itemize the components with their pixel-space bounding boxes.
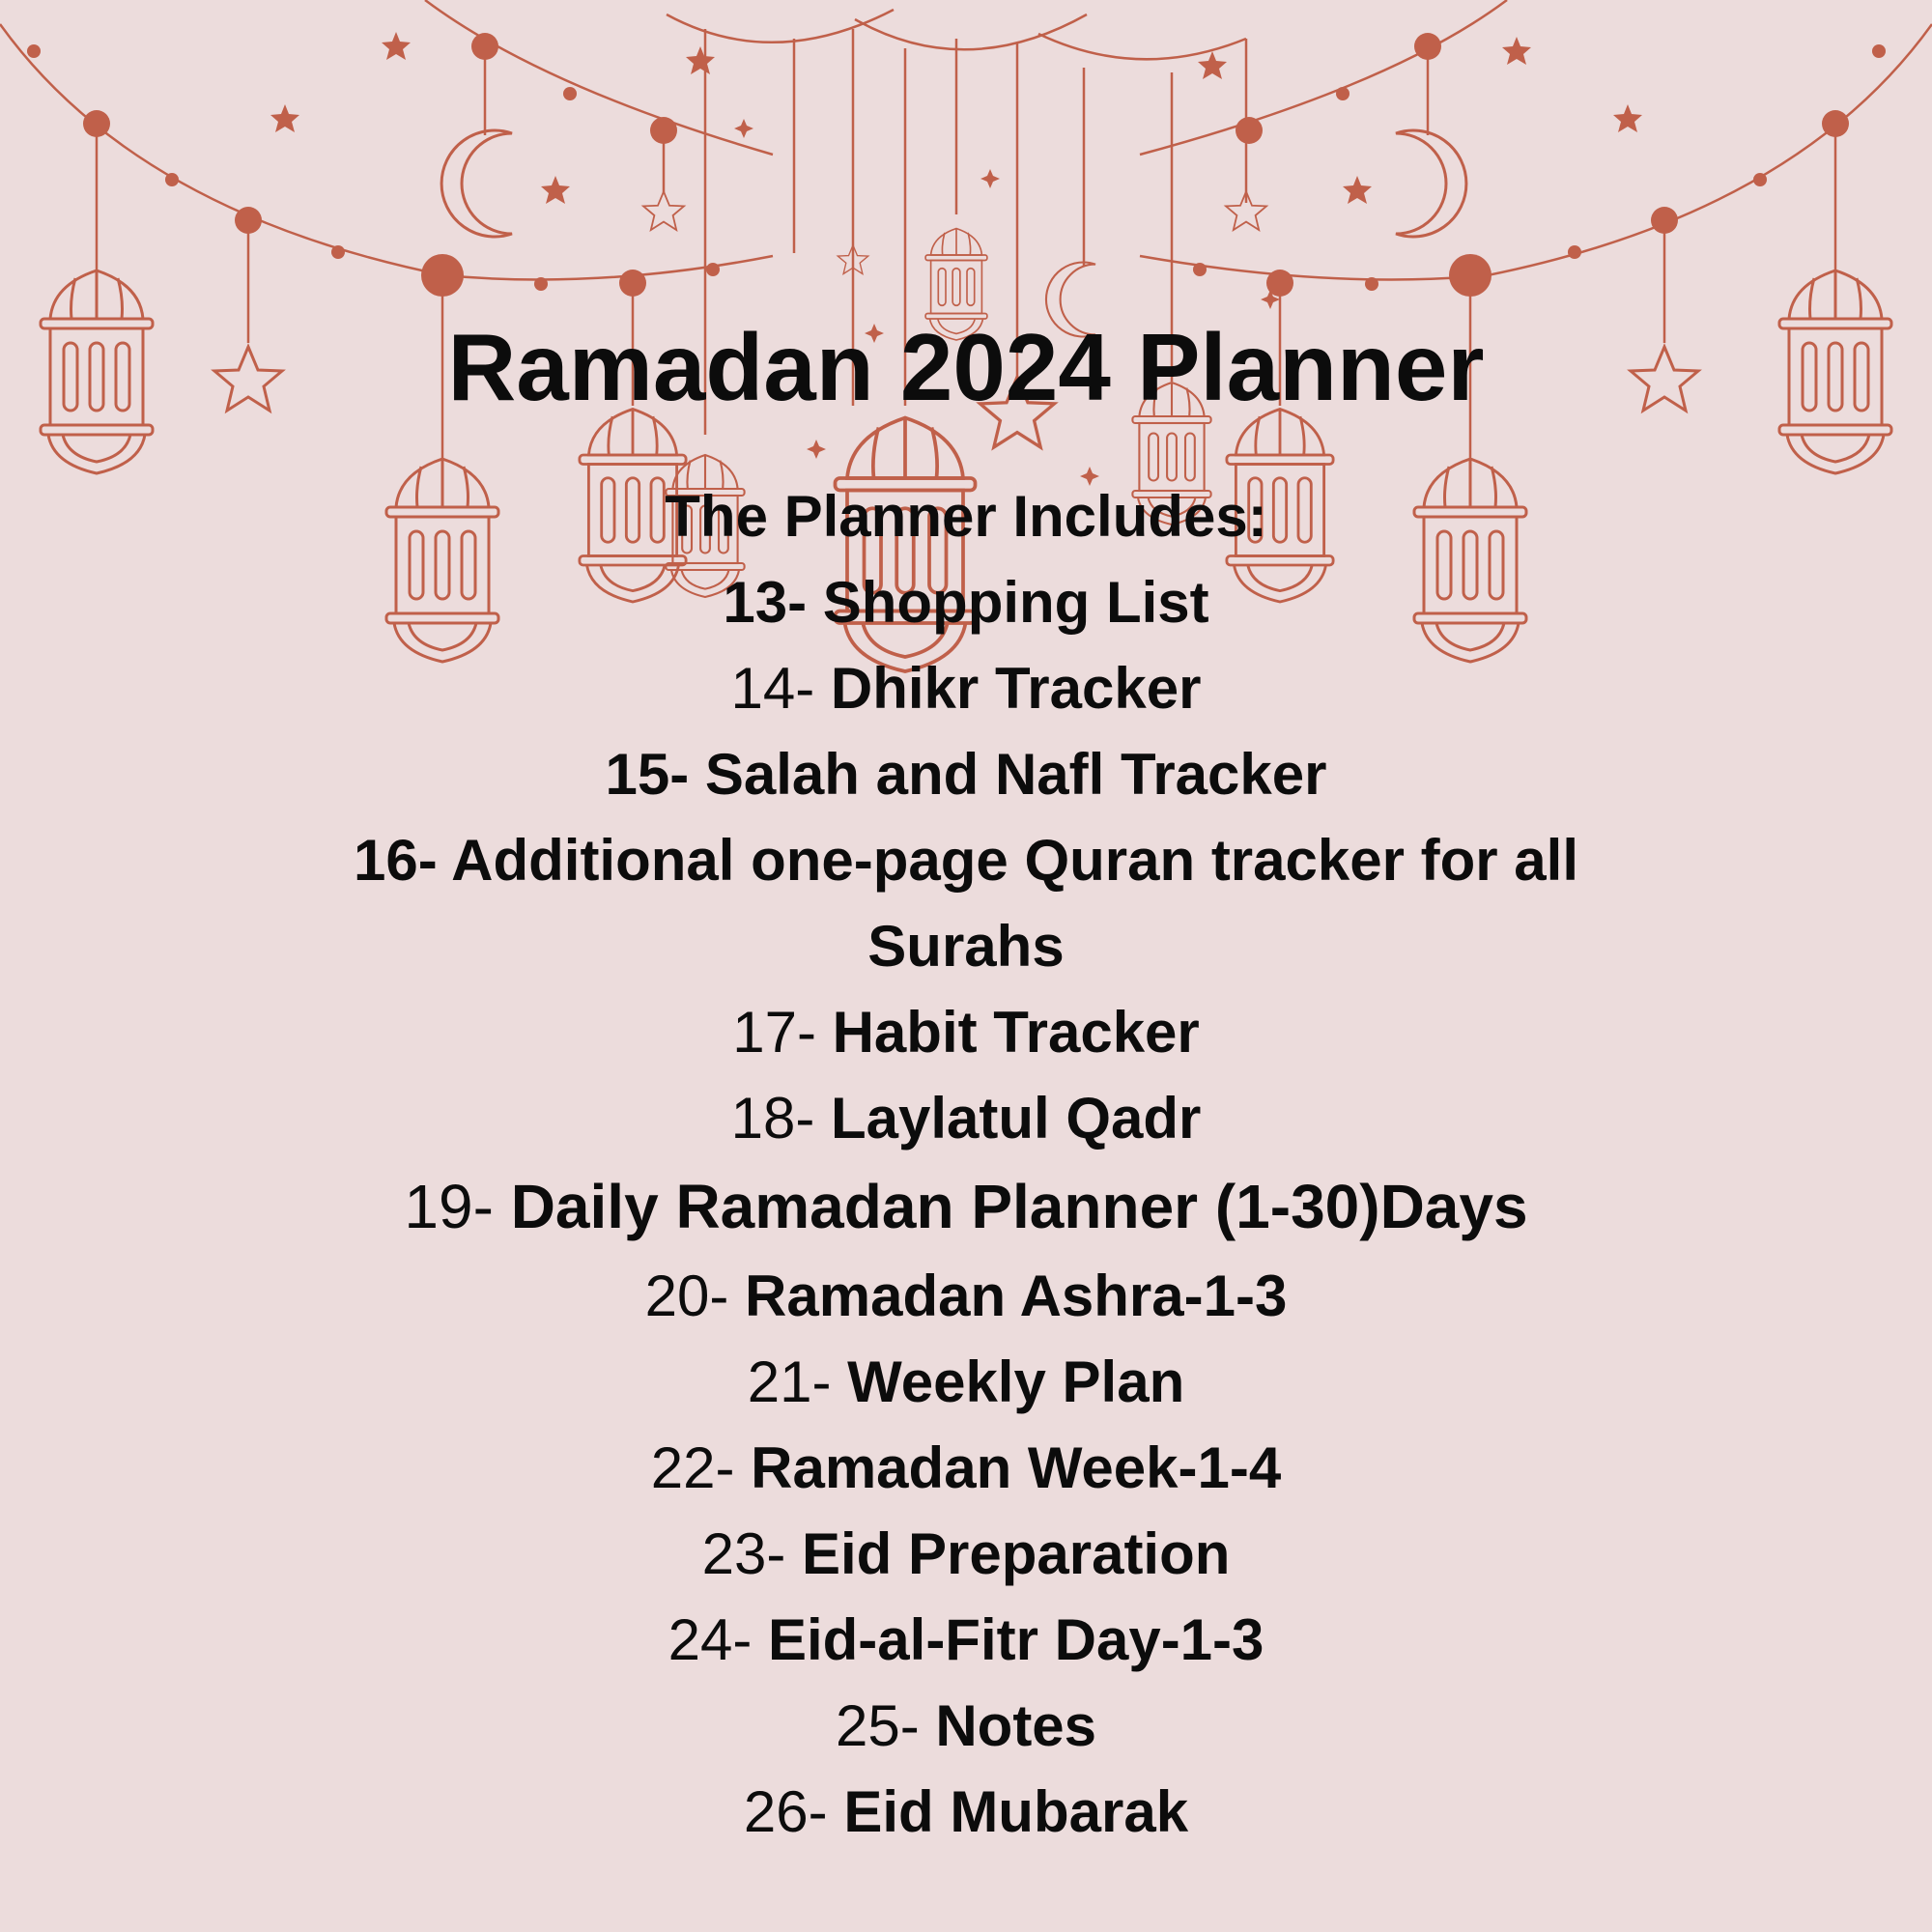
item-number: 22- xyxy=(650,1435,735,1500)
item-number: 17- xyxy=(732,1000,816,1065)
list-item xyxy=(0,559,1932,645)
item-text: Weekly Plan xyxy=(847,1350,1185,1414)
list-item xyxy=(0,1425,1932,1511)
list-heading: The Planner Includes: xyxy=(665,484,1267,549)
list-item xyxy=(0,1253,1932,1339)
list-item xyxy=(0,731,1932,817)
planner-contents xyxy=(0,473,1932,1855)
item-number: 25- xyxy=(835,1693,920,1758)
list-item xyxy=(0,1769,1932,1855)
list-item xyxy=(0,1161,1932,1253)
item-number: 18- xyxy=(730,1086,815,1151)
list-item xyxy=(0,1339,1932,1425)
item-text: Eid Preparation xyxy=(801,1521,1231,1586)
list-item xyxy=(0,1511,1932,1597)
item-number: 23- xyxy=(701,1521,786,1586)
item-text: Laylatul Qadr xyxy=(830,1086,1202,1151)
item-text: Ramadan Week-1-4 xyxy=(751,1435,1282,1500)
list-item xyxy=(0,1597,1932,1683)
item-number: 19- xyxy=(404,1172,494,1241)
list-item xyxy=(0,1075,1932,1161)
item-number: 16- xyxy=(353,828,438,893)
list-item xyxy=(0,1683,1932,1769)
item-text: Dhikr Tracker xyxy=(830,656,1202,721)
item-text: Notes xyxy=(935,1693,1097,1758)
list-item xyxy=(0,989,1932,1075)
list-item xyxy=(299,817,1633,989)
item-text: Additional one-page Quran tracker for all Surahs xyxy=(451,828,1579,979)
item-number: 13- xyxy=(723,570,808,635)
item-text: Eid-al-Fitr Day-1-3 xyxy=(767,1607,1264,1672)
item-text: Eid Mubarak xyxy=(843,1779,1189,1844)
item-number: 26- xyxy=(743,1779,828,1844)
item-text: Habit Tracker xyxy=(832,1000,1200,1065)
item-text: Salah and Nafl Tracker xyxy=(704,742,1327,807)
item-text: Daily Ramadan Planner (1-30)Days xyxy=(510,1172,1528,1241)
list-item xyxy=(0,645,1932,731)
item-number: 21- xyxy=(747,1350,832,1414)
item-number: 24- xyxy=(668,1607,753,1672)
item-number: 15- xyxy=(605,742,690,807)
page-title: Ramadan 2024 Planner xyxy=(447,314,1485,420)
item-text: Shopping List xyxy=(822,570,1209,635)
item-number: 20- xyxy=(644,1264,729,1328)
item-number: 14- xyxy=(730,656,815,721)
crescent-moon-icons xyxy=(441,130,1466,337)
item-text: Ramadan Ashra-1-3 xyxy=(745,1264,1288,1328)
